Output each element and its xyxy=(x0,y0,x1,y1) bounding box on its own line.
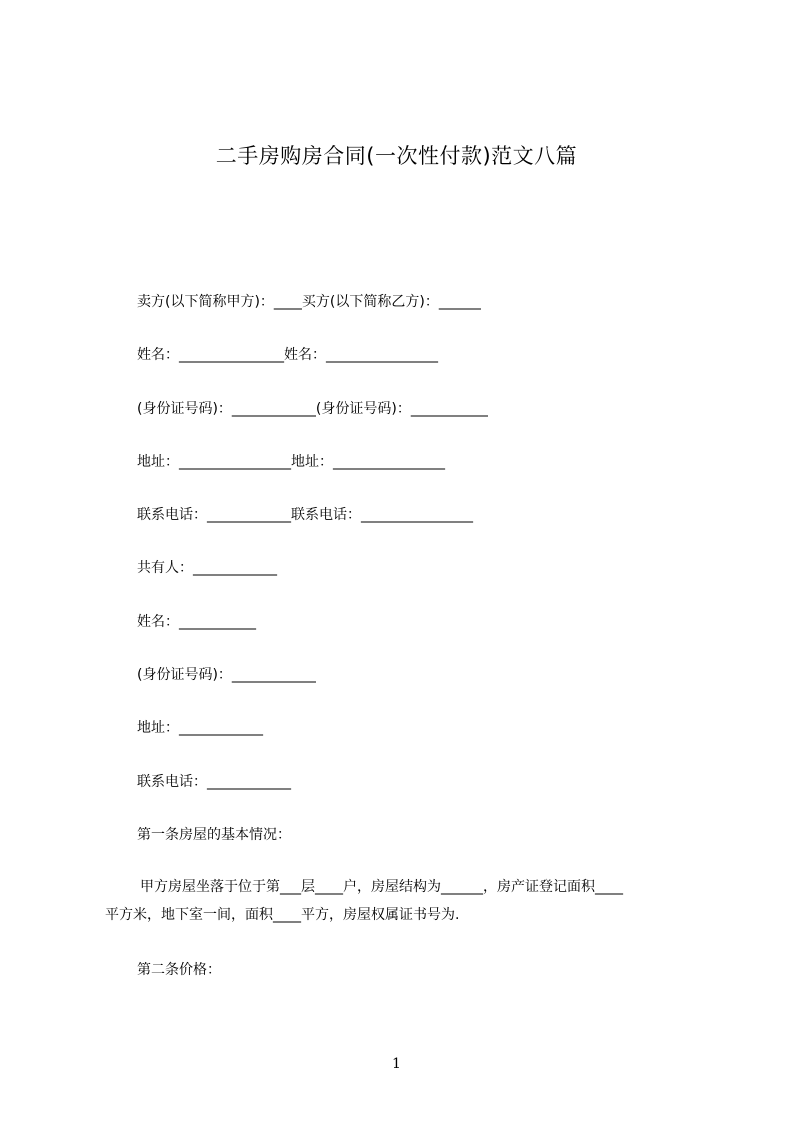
document-title: 二手房购房合同(一次性付款)范文八篇 xyxy=(215,144,578,168)
name-line: 姓名：_______________姓名：________________ xyxy=(137,347,438,363)
co-owner-phone-line: 联系电话：____________ xyxy=(137,774,291,790)
page-number: 1 xyxy=(392,1056,401,1072)
house-description-paragraph xyxy=(105,873,705,929)
id-number-line: (身份证号码)：____________(身份证号码)：___________ xyxy=(137,401,488,417)
paragraph-line-1: 甲方房屋坐落于位于第___层____户，房屋结构为______，房产证登记面积____ xyxy=(140,879,623,895)
seller-buyer-line: 卖方(以下简称甲方)：____买方(以下简称乙方)：______ xyxy=(137,294,481,310)
co-owner-id-line: (身份证号码)：____________ xyxy=(137,667,316,683)
address-line: 地址：________________地址：________________ xyxy=(137,454,445,470)
section-1-heading: 第一条房屋的基本情况： xyxy=(137,827,291,843)
co-owner-address-line: 地址：____________ xyxy=(137,720,263,736)
paragraph-line-2: 平方米，地下室一间，面积____平方，房屋权属证书号为. xyxy=(105,907,460,923)
phone-line: 联系电话：____________联系电话：________________ xyxy=(137,507,473,523)
co-owner-name-line: 姓名：___________ xyxy=(137,614,256,630)
co-owner-line: 共有人：____________ xyxy=(137,560,277,576)
section-2-heading: 第二条价格： xyxy=(137,962,221,978)
